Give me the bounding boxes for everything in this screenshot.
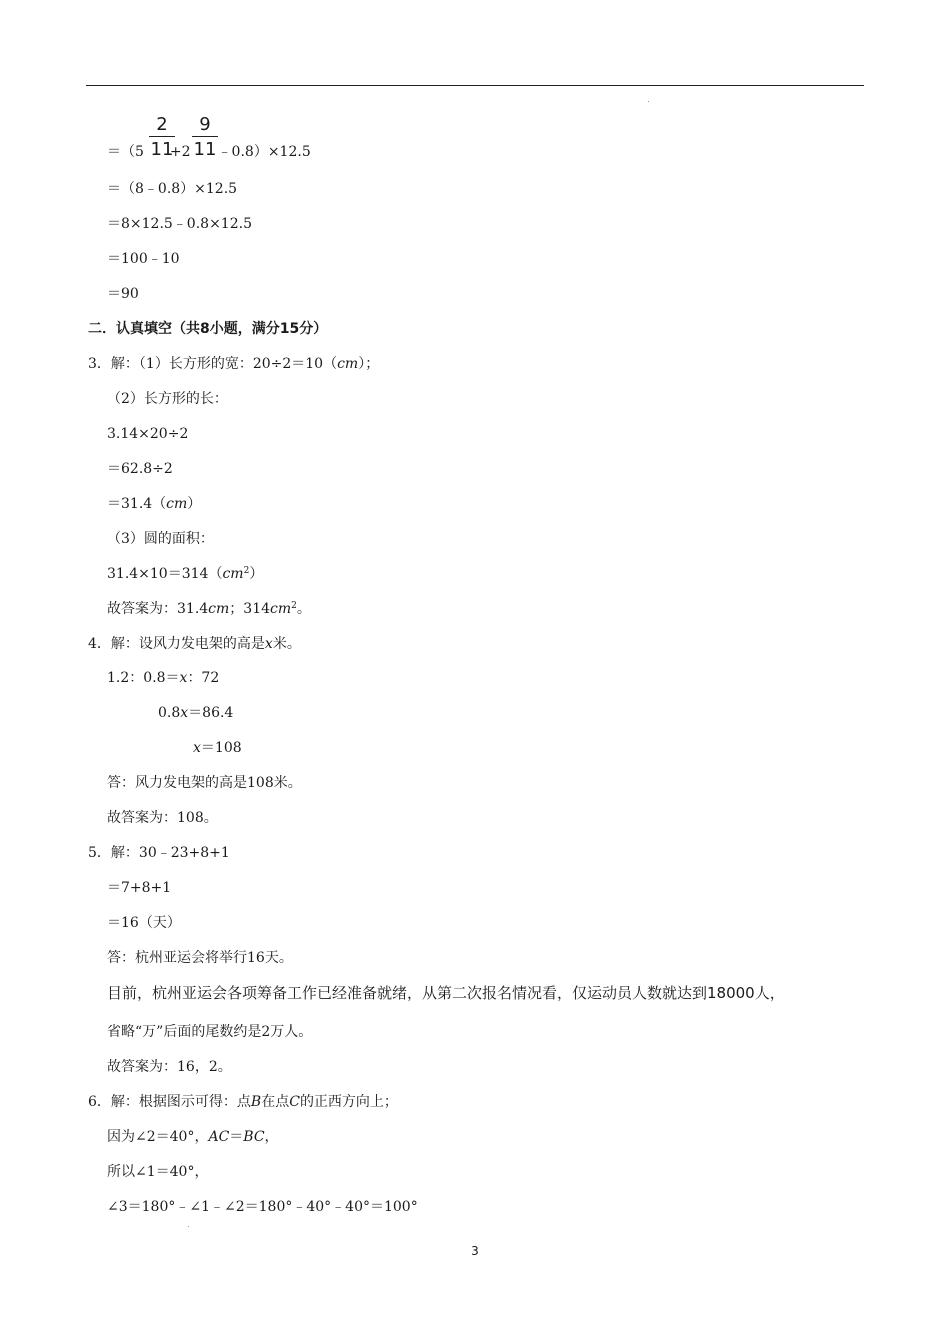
q5-line-2: ＝7+8+1 xyxy=(107,880,172,896)
q4-line-5: 答：风力发电架的高是108米。 xyxy=(107,775,302,791)
q3-line-6: （3）圆的面积： xyxy=(107,531,214,547)
q3-line-1: 3．解：（1）长方形的宽：20÷2＝10（cm）； xyxy=(88,356,380,372)
calc-line-1: ＝（5 +2 ﹣0.8）×12.5 xyxy=(107,144,311,160)
q6-line-2: 因为∠2＝40°，AC＝BC， xyxy=(107,1129,279,1145)
header-rule xyxy=(86,85,864,86)
q5-line-6: 省略“万”后面的尾数约是2万人。 xyxy=(107,1024,313,1040)
calc-line-2: ＝（8﹣0.8）×12.5 xyxy=(107,181,238,197)
page-number: 3 xyxy=(471,1244,479,1258)
q4-line-1: 4．解：设风力发电架的高是x米。 xyxy=(88,636,301,652)
q3-line-3: 3.14×20÷2 xyxy=(107,426,189,442)
fraction-1-bar xyxy=(149,136,175,137)
q3-line-5: ＝31.4（cm） xyxy=(107,496,202,512)
q4-line-3: 0.8x＝86.4 xyxy=(158,705,234,721)
fraction-1-denominator: 11 xyxy=(150,139,174,160)
scan-speck xyxy=(648,101,649,102)
q6-line-4: ∠3＝180°﹣∠1﹣∠2＝180°﹣40°﹣40°＝100° xyxy=(107,1199,418,1215)
q4-line-4: x＝108 xyxy=(193,740,242,756)
q4-line-2: 1.2：0.8＝x：72 xyxy=(107,670,220,686)
fraction-2-denominator: 11 xyxy=(193,139,217,160)
q5-line-3: ＝16（天） xyxy=(107,915,181,931)
calc-line-5: ＝90 xyxy=(107,286,139,302)
q3-line-8: 故答案为：31.4cm；$314cm^2$。 xyxy=(107,601,311,617)
q5-line-7: 故答案为：16，2。 xyxy=(107,1059,232,1075)
fraction-1-numerator: 2 xyxy=(156,114,168,135)
q6-line-1: 6．解：根据图示可得：点B在点C的正西方向上； xyxy=(88,1094,398,1110)
q5-line-1: 5．解：30﹣23+8+1 xyxy=(88,845,230,861)
q5-line-5: 目前，杭州亚运会各项筹备工作已经准备就绪，从第二次报名情况看，仅运动员人数就达到18000人， xyxy=(107,984,785,1002)
q3-line-7: $31.4\times 10=314(cm^2)$ xyxy=(107,566,264,582)
fraction-2-bar xyxy=(192,136,218,137)
q3-line-4: ＝62.8÷2 xyxy=(107,461,173,477)
q5-line-4: 答：杭州亚运会将举行16天。 xyxy=(107,950,293,966)
q4-line-6: 故答案为：108。 xyxy=(107,810,218,826)
q6-line-3: 所以∠1＝40°， xyxy=(107,1164,209,1180)
q3-line-2: （2）长方形的长： xyxy=(107,391,228,407)
fraction-2-numerator: 9 xyxy=(199,114,211,135)
section-title: 二．认真填空（共8小题，满分15分） xyxy=(88,321,328,337)
calc-line-3: ＝8×12.5﹣0.8×12.5 xyxy=(107,216,252,232)
scan-speck xyxy=(188,1226,189,1227)
calc-line-4: ＝100﹣10 xyxy=(107,251,180,267)
